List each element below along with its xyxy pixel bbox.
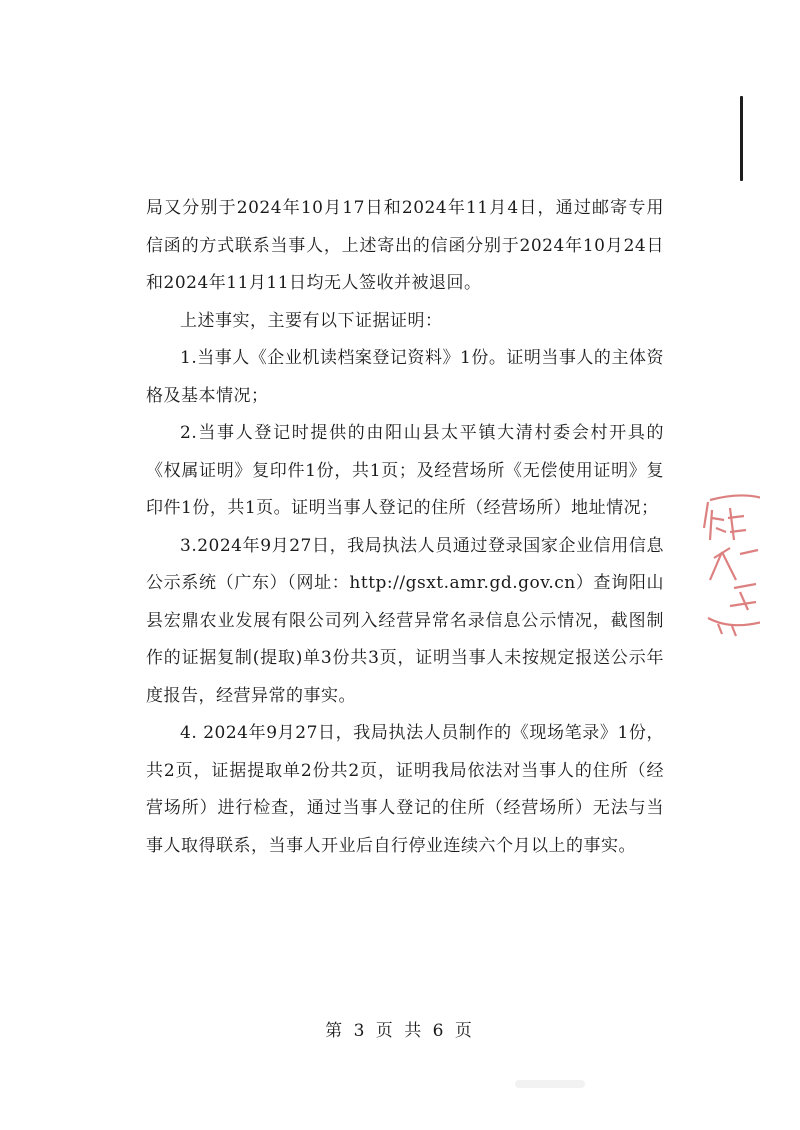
paragraph-evidence-4: 4. 2024年9月27日，我局执法人员制作的《现场笔录》1份，共2页，证据提取单2份共2页，证明我局依法对当事人的住所（经营场所）进行检查，通过当事人登记的住所（经营场所）无法与当事人取得联系，当事人开业后自行停业连续六个月以上的事实。 xyxy=(146,723,664,856)
paragraph-evidence-3: 3.2024年9月27日，我局执法人员通过登录国家企业信用信息公示系统（广东）（网址：http://gsxt.amr.gd.gov.cn）查询阳山县宏鼎农业发展有限公司列入经营异常名录信息公示情况，截图制作的证据复制(提取)单3份共3页，证明当事人未按规定报送公示年度报告，经营异常的事实。 xyxy=(146,535,664,706)
scan-edge-mark xyxy=(740,96,743,181)
paragraph-evidence-intro: 上述事实，主要有以下证据证明： xyxy=(180,310,443,331)
paragraph-continuation: 局又分别于2024年10月17日和2024年11月4日，通过邮寄专用信函的方式联系当事人，上述寄出的信函分别于2024年10月24日和2024年11月11日均无人签收并被退回。 xyxy=(146,198,664,293)
seal-stamp-graphic xyxy=(700,488,760,638)
document-body xyxy=(146,190,664,865)
paragraph-evidence-2: 2.当事人登记时提供的由阳山县太平镇大清村委会村开具的《权属证明》复印件1份，共1页；及经营场所《无偿使用证明》复印件1份，共1页。证明当事人登记的住所（经营场所）地址情况； xyxy=(146,423,664,518)
paragraph-evidence-1: 1.当事人《企业机读档案登记资料》1份。证明当事人的主体资格及基本情况； xyxy=(146,348,664,406)
page-number-footer: 第 3 页 共 6 页 xyxy=(325,1021,475,1041)
seal-stamp-fragment xyxy=(700,488,760,638)
scan-smudge xyxy=(515,1080,585,1088)
